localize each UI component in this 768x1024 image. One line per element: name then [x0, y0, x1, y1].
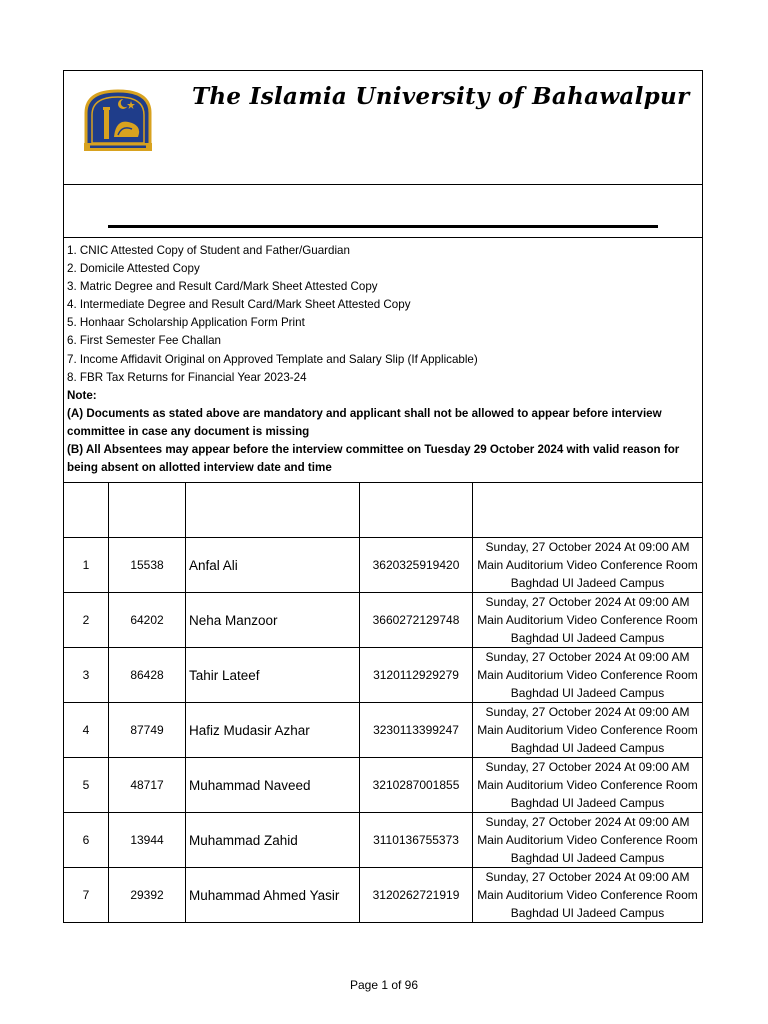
- header-cell: [186, 483, 360, 538]
- schedule-cell: [473, 813, 703, 868]
- schedule-cell: [473, 538, 703, 593]
- form-number-cell: 86428: [109, 648, 186, 703]
- schedule-campus: Baghdad Ul Jadeed Campus: [510, 851, 665, 866]
- header-block: [64, 71, 702, 185]
- document-item: 3. Matric Degree and Result Card/Mark Sheet Attested Copy: [67, 280, 378, 294]
- document-item: 6. First Semester Fee Challan: [67, 334, 221, 348]
- table-row: [64, 703, 702, 758]
- schedule-venue: Main Auditorium Video Conference Room: [477, 668, 698, 683]
- applicant-name-cell: Anfal Ali: [186, 538, 360, 593]
- schedule-venue: Main Auditorium Video Conference Room: [477, 888, 698, 903]
- cnic-cell: 3620325919420: [360, 538, 473, 593]
- table-row: [64, 648, 702, 703]
- schedule-date: Sunday, 27 October 2024 At 09:00 AM: [485, 870, 690, 885]
- form-number-cell: 87749: [109, 703, 186, 758]
- table-row: [64, 813, 702, 868]
- cnic-cell: 3120112929279: [360, 648, 473, 703]
- schedule-venue: Main Auditorium Video Conference Room: [477, 778, 698, 793]
- schedule-date: Sunday, 27 October 2024 At 09:00 AM: [485, 815, 690, 830]
- schedule-campus: Baghdad Ul Jadeed Campus: [510, 906, 665, 921]
- schedule-venue: Main Auditorium Video Conference Room: [477, 833, 698, 848]
- schedule-venue: Main Auditorium Video Conference Room: [477, 558, 698, 573]
- applicant-name-cell: Neha Manzoor: [186, 593, 360, 648]
- document-item: 5. Honhaar Scholarship Application Form Print: [67, 316, 305, 330]
- header-cell: [64, 483, 109, 538]
- schedule-campus: Baghdad Ul Jadeed Campus: [510, 796, 665, 811]
- schedule-date: Sunday, 27 October 2024 At 09:00 AM: [485, 760, 690, 775]
- university-crest-icon: [76, 87, 160, 153]
- serial-cell: 1: [64, 538, 109, 593]
- header-cell: [473, 483, 703, 538]
- schedule-campus: Baghdad Ul Jadeed Campus: [510, 741, 665, 756]
- serial-cell: 7: [64, 868, 109, 923]
- document-item: 8. FBR Tax Returns for Financial Year 2023-24: [67, 370, 307, 384]
- schedule-campus: Baghdad Ul Jadeed Campus: [510, 576, 665, 591]
- cnic-cell: 3120262721919: [360, 868, 473, 923]
- page-number: Page 1 of 96: [349, 978, 419, 992]
- applicant-name-cell: Muhammad Naveed: [186, 758, 360, 813]
- required-documents-list: [64, 238, 702, 483]
- cnic-cell: 3230113399247: [360, 703, 473, 758]
- schedule-date: Sunday, 27 October 2024 At 09:00 AM: [485, 650, 690, 665]
- schedule-date: Sunday, 27 October 2024 At 09:00 AM: [485, 705, 690, 720]
- form-number-cell: 48717: [109, 758, 186, 813]
- schedule-cell: [473, 868, 703, 923]
- schedule-date: Sunday, 27 October 2024 At 09:00 AM: [485, 540, 690, 555]
- header-cell: [360, 483, 473, 538]
- document-item: 7. Income Affidavit Original on Approved Template and Salary Slip (If Applicable): [67, 352, 478, 366]
- note-b-line1: (B) All Absentees may appear before the interview committee on Tuesday 29 October 2024 with valid reason for: [67, 443, 680, 457]
- serial-cell: 5: [64, 758, 109, 813]
- applicant-name-cell: Muhammad Zahid: [186, 813, 360, 868]
- header-cell: [109, 483, 186, 538]
- applicant-name-cell: Tahir Lateef: [186, 648, 360, 703]
- cnic-cell: 3110136755373: [360, 813, 473, 868]
- serial-cell: 2: [64, 593, 109, 648]
- table-row: [64, 593, 702, 648]
- applicant-name-cell: Muhammad Ahmed Yasir: [186, 868, 360, 923]
- document-item: 4. Intermediate Degree and Result Card/Mark Sheet Attested Copy: [67, 298, 411, 312]
- schedule-cell: [473, 593, 703, 648]
- table-row: [64, 868, 702, 923]
- form-number-cell: 64202: [109, 593, 186, 648]
- schedule-cell: [473, 758, 703, 813]
- schedule-cell: [473, 648, 703, 703]
- table-row: [64, 758, 702, 813]
- university-title: The Islamia University of Bahawalpur: [192, 83, 690, 110]
- form-number-cell: 15538: [109, 538, 186, 593]
- document-sheet: [63, 70, 703, 923]
- applicant-name-cell: Hafiz Mudasir Azhar: [186, 703, 360, 758]
- schedule-date: Sunday, 27 October 2024 At 09:00 AM: [485, 595, 690, 610]
- serial-cell: 4: [64, 703, 109, 758]
- cnic-cell: 3210287001855: [360, 758, 473, 813]
- note-label: Note:: [67, 388, 97, 402]
- note-a-line2: committee in case any document is missing: [67, 424, 310, 438]
- cnic-cell: 3660272129748: [360, 593, 473, 648]
- document-item: 1. CNIC Attested Copy of Student and Father/Guardian: [67, 244, 350, 257]
- document-item: 2. Domicile Attested Copy: [67, 262, 200, 276]
- title-rule-block: [64, 185, 702, 238]
- schedule-campus: Baghdad Ul Jadeed Campus: [510, 631, 665, 646]
- table-header-row: [64, 483, 702, 538]
- schedule-campus: Baghdad Ul Jadeed Campus: [510, 686, 665, 701]
- note-b-line2: being absent on allotted interview date and time: [67, 461, 332, 475]
- schedule-venue: Main Auditorium Video Conference Room: [477, 723, 698, 738]
- table-row: [64, 538, 702, 593]
- form-number-cell: 29392: [109, 868, 186, 923]
- form-number-cell: 13944: [109, 813, 186, 868]
- interview-schedule-table: [64, 483, 702, 922]
- schedule-venue: Main Auditorium Video Conference Room: [477, 613, 698, 628]
- note-a-line1: (A) Documents as stated above are mandatory and applicant shall not be allowed to appear before interview: [67, 406, 662, 420]
- schedule-cell: [473, 703, 703, 758]
- serial-cell: 6: [64, 813, 109, 868]
- horizontal-rule: [108, 225, 658, 228]
- serial-cell: 3: [64, 648, 109, 703]
